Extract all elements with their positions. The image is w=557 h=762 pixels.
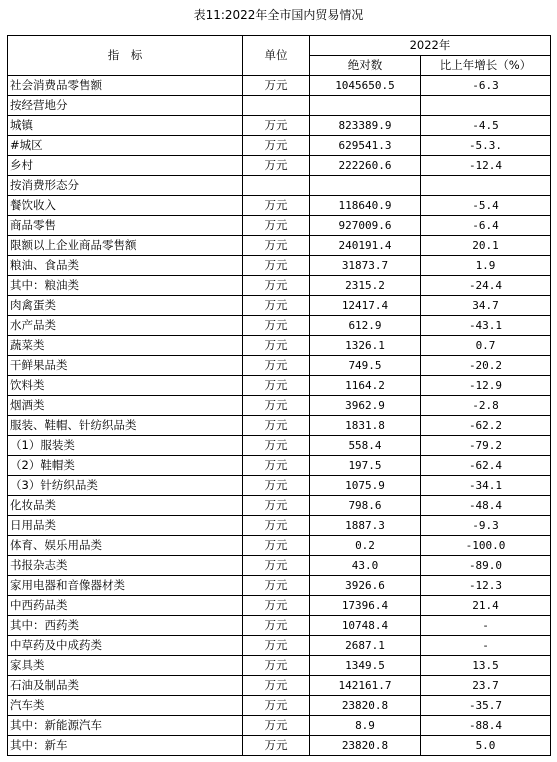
row-growth-rate: 1.9 bbox=[421, 256, 551, 276]
table-row bbox=[8, 676, 551, 696]
row-growth-rate: -12.4 bbox=[421, 156, 551, 176]
row-name: 限额以上企业商品零售额 bbox=[8, 236, 243, 256]
table-row bbox=[8, 296, 551, 316]
row-growth-rate: -5.3. bbox=[421, 136, 551, 156]
row-growth-rate: 20.1 bbox=[421, 236, 551, 256]
row-name: 按经营地分 bbox=[8, 96, 243, 116]
row-unit: 万元 bbox=[243, 296, 310, 316]
table-row bbox=[8, 216, 551, 236]
row-growth-rate: -48.4 bbox=[421, 496, 551, 516]
row-unit: 万元 bbox=[243, 616, 310, 636]
row-growth-rate: -9.3 bbox=[421, 516, 551, 536]
row-unit: 万元 bbox=[243, 496, 310, 516]
row-growth-rate: -62.4 bbox=[421, 456, 551, 476]
row-name: 日用品类 bbox=[8, 516, 243, 536]
row-absolute-value bbox=[310, 96, 421, 116]
row-growth-rate: -35.7 bbox=[421, 696, 551, 716]
row-growth-rate: 21.4 bbox=[421, 596, 551, 616]
row-growth-rate: -6.4 bbox=[421, 216, 551, 236]
row-growth-rate: 13.5 bbox=[421, 656, 551, 676]
row-unit: 万元 bbox=[243, 596, 310, 616]
table-row bbox=[8, 636, 551, 656]
row-name: 蔬菜类 bbox=[8, 336, 243, 356]
table-row bbox=[8, 236, 551, 256]
row-growth-rate: 5.0 bbox=[421, 736, 551, 756]
table-row bbox=[8, 696, 551, 716]
row-name: （1）服装类 bbox=[8, 436, 243, 456]
table-row bbox=[8, 496, 551, 516]
row-unit: 万元 bbox=[243, 436, 310, 456]
row-growth-rate: 23.7 bbox=[421, 676, 551, 696]
row-name: 服装、鞋帽、针纺织品类 bbox=[8, 416, 243, 436]
row-growth-rate: -88.4 bbox=[421, 716, 551, 736]
trade-table bbox=[7, 35, 551, 756]
row-absolute-value: 1075.9 bbox=[310, 476, 421, 496]
row-unit: 万元 bbox=[243, 256, 310, 276]
table-row bbox=[8, 576, 551, 596]
row-growth-rate: -100.0 bbox=[421, 536, 551, 556]
row-absolute-value: 23820.8 bbox=[310, 736, 421, 756]
row-name: 社会消费品零售额 bbox=[8, 76, 243, 96]
row-name: 其中：新车 bbox=[8, 736, 243, 756]
table-row bbox=[8, 456, 551, 476]
row-name: 肉禽蛋类 bbox=[8, 296, 243, 316]
row-growth-rate: -79.2 bbox=[421, 436, 551, 456]
row-unit: 万元 bbox=[243, 116, 310, 136]
row-absolute-value: 1349.5 bbox=[310, 656, 421, 676]
row-unit: 万元 bbox=[243, 336, 310, 356]
row-growth-rate: -43.1 bbox=[421, 316, 551, 336]
row-name: 按消费形态分 bbox=[8, 176, 243, 196]
row-growth-rate: - bbox=[421, 636, 551, 656]
row-unit: 万元 bbox=[243, 456, 310, 476]
row-name: 餐饮收入 bbox=[8, 196, 243, 216]
row-unit: 万元 bbox=[243, 696, 310, 716]
row-growth-rate: -20.2 bbox=[421, 356, 551, 376]
row-growth-rate: -2.8 bbox=[421, 396, 551, 416]
row-absolute-value bbox=[310, 176, 421, 196]
row-growth-rate bbox=[421, 96, 551, 116]
row-absolute-value: 927009.6 bbox=[310, 216, 421, 236]
row-absolute-value: 1326.1 bbox=[310, 336, 421, 356]
header-unit: 单位 bbox=[243, 36, 310, 76]
row-absolute-value: 2315.2 bbox=[310, 276, 421, 296]
row-name: 化妆品类 bbox=[8, 496, 243, 516]
table-row bbox=[8, 116, 551, 136]
row-unit: 万元 bbox=[243, 636, 310, 656]
row-unit: 万元 bbox=[243, 216, 310, 236]
row-name: 城镇 bbox=[8, 116, 243, 136]
row-name: 商品零售 bbox=[8, 216, 243, 236]
row-unit: 万元 bbox=[243, 556, 310, 576]
header-absolute: 绝对数 bbox=[310, 56, 421, 76]
row-name: 书报杂志类 bbox=[8, 556, 243, 576]
table-row bbox=[8, 96, 551, 116]
table-row bbox=[8, 376, 551, 396]
row-absolute-value: 823389.9 bbox=[310, 116, 421, 136]
row-growth-rate: -89.0 bbox=[421, 556, 551, 576]
row-unit: 万元 bbox=[243, 76, 310, 96]
row-unit: 万元 bbox=[243, 136, 310, 156]
row-absolute-value: 1831.8 bbox=[310, 416, 421, 436]
table-row bbox=[8, 716, 551, 736]
row-name: 家具类 bbox=[8, 656, 243, 676]
header-year: 2022年 bbox=[310, 36, 551, 56]
row-absolute-value: 8.9 bbox=[310, 716, 421, 736]
row-growth-rate: -62.2 bbox=[421, 416, 551, 436]
row-name: 水产品类 bbox=[8, 316, 243, 336]
row-absolute-value: 222260.6 bbox=[310, 156, 421, 176]
row-name: 饮料类 bbox=[8, 376, 243, 396]
row-growth-rate: 34.7 bbox=[421, 296, 551, 316]
row-name: #城区 bbox=[8, 136, 243, 156]
row-absolute-value: 12417.4 bbox=[310, 296, 421, 316]
row-unit: 万元 bbox=[243, 476, 310, 496]
row-absolute-value: 558.4 bbox=[310, 436, 421, 456]
row-unit: 万元 bbox=[243, 716, 310, 736]
row-absolute-value: 749.5 bbox=[310, 356, 421, 376]
table-row bbox=[8, 536, 551, 556]
row-name: 汽车类 bbox=[8, 696, 243, 716]
table-row bbox=[8, 396, 551, 416]
row-absolute-value: 23820.8 bbox=[310, 696, 421, 716]
row-absolute-value: 1045650.5 bbox=[310, 76, 421, 96]
row-unit: 万元 bbox=[243, 656, 310, 676]
row-absolute-value: 142161.7 bbox=[310, 676, 421, 696]
row-growth-rate bbox=[421, 176, 551, 196]
row-name: 乡村 bbox=[8, 156, 243, 176]
table-row bbox=[8, 196, 551, 216]
header-indicator: 指 标 bbox=[8, 36, 243, 76]
row-unit: 万元 bbox=[243, 376, 310, 396]
row-absolute-value: 118640.9 bbox=[310, 196, 421, 216]
row-name: 中西药品类 bbox=[8, 596, 243, 616]
row-absolute-value: 2687.1 bbox=[310, 636, 421, 656]
row-absolute-value: 17396.4 bbox=[310, 596, 421, 616]
row-absolute-value: 43.0 bbox=[310, 556, 421, 576]
row-unit bbox=[243, 176, 310, 196]
header-growth: 比上年增长（%） bbox=[421, 56, 551, 76]
row-growth-rate: - bbox=[421, 616, 551, 636]
row-absolute-value: 629541.3 bbox=[310, 136, 421, 156]
row-name: （2）鞋帽类 bbox=[8, 456, 243, 476]
row-growth-rate: -24.4 bbox=[421, 276, 551, 296]
row-absolute-value: 240191.4 bbox=[310, 236, 421, 256]
row-growth-rate: -12.3 bbox=[421, 576, 551, 596]
row-unit: 万元 bbox=[243, 156, 310, 176]
row-growth-rate: -34.1 bbox=[421, 476, 551, 496]
row-unit bbox=[243, 96, 310, 116]
row-growth-rate: -6.3 bbox=[421, 76, 551, 96]
row-name: 家用电器和音像器材类 bbox=[8, 576, 243, 596]
table-row bbox=[8, 356, 551, 376]
row-absolute-value: 798.6 bbox=[310, 496, 421, 516]
table-row bbox=[8, 276, 551, 296]
table-row bbox=[8, 556, 551, 576]
row-unit: 万元 bbox=[243, 416, 310, 436]
table-row bbox=[8, 476, 551, 496]
row-unit: 万元 bbox=[243, 736, 310, 756]
table-row bbox=[8, 176, 551, 196]
table-row bbox=[8, 656, 551, 676]
table-row bbox=[8, 736, 551, 756]
table-row bbox=[8, 516, 551, 536]
table-row bbox=[8, 136, 551, 156]
row-name: 体育、娱乐用品类 bbox=[8, 536, 243, 556]
table-row bbox=[8, 336, 551, 356]
row-growth-rate: -4.5 bbox=[421, 116, 551, 136]
row-unit: 万元 bbox=[243, 316, 310, 336]
row-name: （3）针纺织品类 bbox=[8, 476, 243, 496]
row-growth-rate: -5.4 bbox=[421, 196, 551, 216]
row-unit: 万元 bbox=[243, 396, 310, 416]
table-title: 表11:2022年全市国内贸易情况 bbox=[193, 8, 364, 22]
row-absolute-value: 1164.2 bbox=[310, 376, 421, 396]
table-row bbox=[8, 76, 551, 96]
table-row bbox=[8, 436, 551, 456]
table-row bbox=[8, 256, 551, 276]
row-unit: 万元 bbox=[243, 356, 310, 376]
table-row bbox=[8, 596, 551, 616]
row-unit: 万元 bbox=[243, 276, 310, 296]
row-absolute-value: 10748.4 bbox=[310, 616, 421, 636]
table-row bbox=[8, 416, 551, 436]
row-unit: 万元 bbox=[243, 196, 310, 216]
row-absolute-value: 612.9 bbox=[310, 316, 421, 336]
row-unit: 万元 bbox=[243, 676, 310, 696]
row-absolute-value: 3926.6 bbox=[310, 576, 421, 596]
row-unit: 万元 bbox=[243, 536, 310, 556]
table-row bbox=[8, 316, 551, 336]
row-growth-rate: -12.9 bbox=[421, 376, 551, 396]
row-name: 其中：粮油类 bbox=[8, 276, 243, 296]
row-absolute-value: 0.2 bbox=[310, 536, 421, 556]
table-row bbox=[8, 616, 551, 636]
row-unit: 万元 bbox=[243, 236, 310, 256]
row-absolute-value: 197.5 bbox=[310, 456, 421, 476]
row-name: 中草药及中成药类 bbox=[8, 636, 243, 656]
row-name: 烟酒类 bbox=[8, 396, 243, 416]
row-name: 其中：西药类 bbox=[8, 616, 243, 636]
row-absolute-value: 3962.9 bbox=[310, 396, 421, 416]
row-name: 其中：新能源汽车 bbox=[8, 716, 243, 736]
table-row bbox=[8, 156, 551, 176]
row-name: 干鲜果品类 bbox=[8, 356, 243, 376]
row-absolute-value: 31873.7 bbox=[310, 256, 421, 276]
row-unit: 万元 bbox=[243, 516, 310, 536]
row-growth-rate: 0.7 bbox=[421, 336, 551, 356]
row-name: 粮油、食品类 bbox=[8, 256, 243, 276]
row-absolute-value: 1887.3 bbox=[310, 516, 421, 536]
row-unit: 万元 bbox=[243, 576, 310, 596]
row-name: 石油及制品类 bbox=[8, 676, 243, 696]
